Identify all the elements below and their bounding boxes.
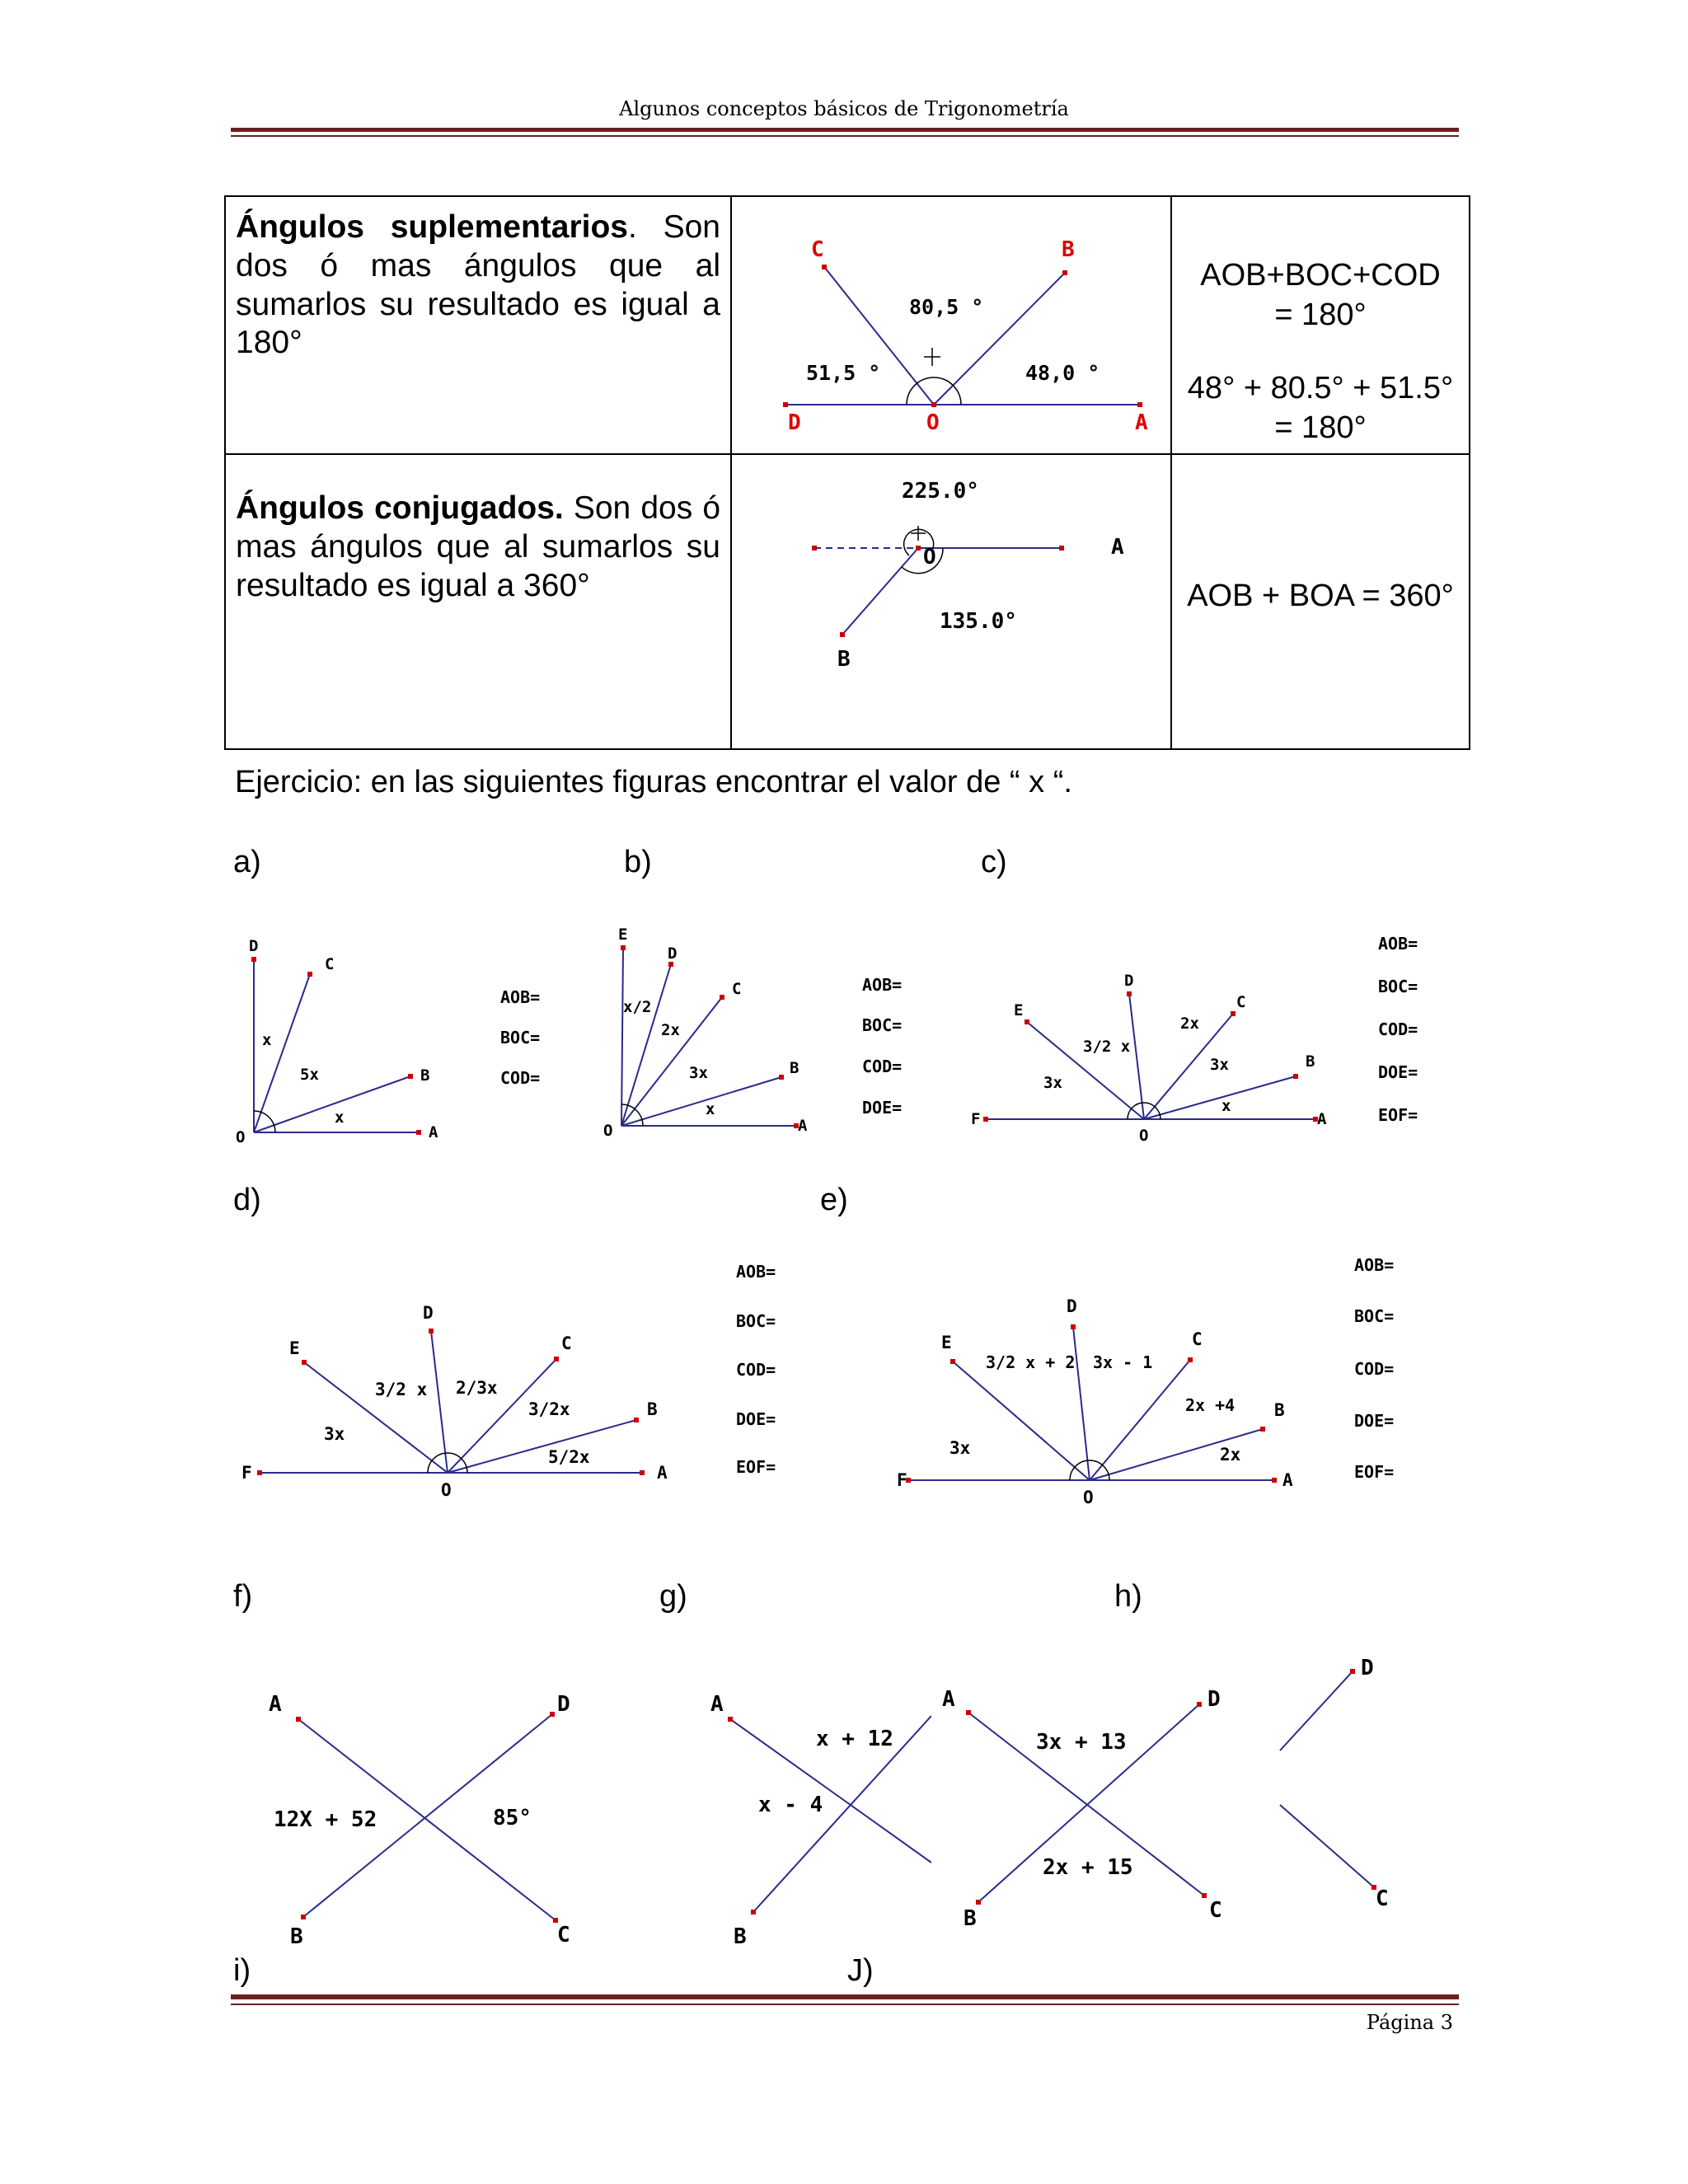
equation-b-1: AOB= <box>862 975 903 995</box>
label-B: B <box>837 647 851 672</box>
label-A: A <box>798 1117 808 1135</box>
label-E: E <box>289 1338 300 1358</box>
angle-label-cod: x <box>262 1031 272 1049</box>
label-O: O <box>926 410 940 435</box>
ray-OB <box>842 548 918 635</box>
label-C: C <box>561 1333 572 1353</box>
label-A: A <box>269 1692 282 1717</box>
ray-OD <box>1073 1327 1090 1480</box>
figure-i <box>1273 1648 1405 1920</box>
equation-c-3: COD= <box>1378 1019 1418 1039</box>
conjugate-result-formula: AOB + BOA = 360° <box>1187 579 1454 613</box>
equation-e-3: COD= <box>1354 1359 1395 1379</box>
angle-label-bottom: 2x + 15 <box>1043 1855 1133 1880</box>
label-E: E <box>941 1333 952 1352</box>
conjugate-result <box>1171 454 1470 749</box>
angle-label-225: 225.0° <box>902 479 979 504</box>
figure-f <box>264 1673 593 1953</box>
footer-rule <box>231 1994 1459 1999</box>
ray-OD <box>621 964 671 1126</box>
angle-label-doe: 3/2 x + 2 <box>986 1352 1076 1372</box>
label-D: D <box>1124 972 1134 990</box>
label-e: e) <box>820 1183 848 1217</box>
equation-d-3: COD= <box>736 1360 776 1380</box>
label-B: B <box>647 1399 658 1419</box>
point-F <box>257 1470 262 1475</box>
ray-OE <box>1027 1022 1144 1119</box>
label-C: C <box>732 980 742 998</box>
label-C: C <box>1192 1329 1203 1349</box>
angle-label-boc: 80,5 ° <box>909 295 984 319</box>
angle-label-135: 135.0° <box>940 609 1017 634</box>
equation-b-2: BOC= <box>862 1015 903 1035</box>
point-A <box>728 1717 733 1722</box>
point-A <box>296 1717 301 1722</box>
label-A: A <box>1317 1110 1327 1128</box>
angle-label-aob: 5/2x <box>548 1447 590 1467</box>
label-B: B <box>1274 1400 1285 1420</box>
label-C: C <box>1209 1898 1222 1923</box>
point-A <box>1059 546 1064 551</box>
equation-e-4: DOE= <box>1354 1411 1395 1431</box>
angle-label-eof: 3x <box>950 1438 971 1458</box>
label-a: a) <box>233 845 261 879</box>
point-D <box>251 957 256 962</box>
conjugate-description <box>225 454 731 749</box>
angle-label-cod: 2x <box>1180 1015 1199 1033</box>
point-C <box>307 972 312 977</box>
label-g: g) <box>659 1579 687 1614</box>
angle-label-aob: x <box>1221 1097 1231 1115</box>
ray-OB <box>621 1077 781 1126</box>
label-O: O <box>923 545 936 569</box>
label-A: A <box>710 1692 724 1717</box>
label-b: b) <box>624 845 652 879</box>
angle-label-cod: 51,5 ° <box>806 361 881 385</box>
ray-OC <box>1090 1360 1190 1480</box>
figure-b <box>598 921 829 1144</box>
label-D: D <box>1067 1296 1077 1316</box>
ray-OB <box>254 1076 410 1132</box>
label-C: C <box>811 237 824 262</box>
figure-e <box>890 1286 1319 1508</box>
conjugate-figure-cell <box>731 454 1171 749</box>
angle-label-aob: 2x <box>1220 1445 1241 1465</box>
equation-a-3: COD= <box>500 1068 541 1088</box>
supplementary-text: . Son dos ó mas ángulos que al sumarlos su resultado es igual a 180° <box>236 209 720 361</box>
label-B: B <box>290 1924 303 1949</box>
label-B: B <box>420 1066 430 1085</box>
point-A <box>1272 1478 1277 1483</box>
figure-c <box>964 956 1343 1146</box>
angle-label-boc: 3x <box>689 1064 708 1082</box>
point-B <box>634 1418 639 1422</box>
point-B <box>976 1900 981 1905</box>
point-O <box>931 402 936 407</box>
label-h: h) <box>1114 1579 1142 1614</box>
point-E <box>950 1359 955 1364</box>
label-f: f) <box>233 1579 253 1614</box>
supplementary-result-values: 48° + 80.5° + 51.5° = 180° <box>1187 371 1454 445</box>
label-B: B <box>790 1059 799 1077</box>
point-B <box>1062 270 1067 275</box>
label-c: c) <box>981 845 1007 879</box>
equation-a-2: BOC= <box>500 1028 541 1047</box>
label-D: D <box>557 1692 570 1717</box>
label-j: J) <box>847 1953 874 1988</box>
concepts-table <box>224 195 1470 750</box>
label-O: O <box>1083 1488 1094 1507</box>
label-B: B <box>734 1924 747 1949</box>
point-D <box>1350 1669 1355 1674</box>
equation-c-1: AOB= <box>1378 934 1418 954</box>
angle-label-doe: 3/2 x <box>1083 1038 1131 1056</box>
label-A: A <box>1135 410 1148 435</box>
equation-c-5: EOF= <box>1378 1105 1418 1125</box>
equation-d-1: AOB= <box>736 1262 776 1282</box>
angle-label-top: x + 12 <box>816 1727 893 1751</box>
point-E <box>1025 1019 1029 1024</box>
point-D <box>1127 991 1132 996</box>
label-F: F <box>971 1110 981 1128</box>
angle-label-boc: 3/2x <box>528 1399 570 1419</box>
label-B: B <box>1062 237 1075 262</box>
angle-label-aob: x <box>335 1108 345 1127</box>
ray-OD <box>431 1331 448 1473</box>
point-O <box>916 546 921 551</box>
label-O: O <box>441 1480 452 1500</box>
label-O: O <box>603 1122 613 1140</box>
supplementary-figure <box>732 197 1170 449</box>
angle-label-boc: 5x <box>300 1066 319 1084</box>
point-E <box>621 945 626 950</box>
label-D: D <box>1361 1656 1374 1680</box>
point-C <box>554 1357 559 1361</box>
label-O: O <box>1139 1127 1149 1145</box>
label-B: B <box>1306 1052 1315 1071</box>
equation-d-5: EOF= <box>736 1457 776 1477</box>
table-row-supplementary <box>225 196 1470 454</box>
equation-d-2: BOC= <box>736 1311 776 1331</box>
point-E <box>302 1360 307 1365</box>
label-C: C <box>557 1923 570 1947</box>
label-d: d) <box>233 1183 261 1217</box>
equation-d-4: DOE= <box>736 1409 776 1429</box>
label-B: B <box>964 1906 977 1931</box>
table-row-conjugate <box>225 454 1470 749</box>
label-D: D <box>788 410 801 435</box>
point-D <box>550 1712 555 1717</box>
angle-label-aob: 48,0 ° <box>1025 361 1100 385</box>
ray-OE <box>621 948 623 1126</box>
label-F: F <box>241 1463 252 1483</box>
angle-label-right: 85° <box>493 1806 532 1830</box>
page-number: Página 3 <box>1366 2011 1453 2034</box>
ray-OE <box>953 1361 1090 1480</box>
label-C: C <box>325 955 335 973</box>
angle-label-eof: 3x <box>324 1424 345 1444</box>
angle-label-boc: 3x <box>1210 1056 1229 1074</box>
point-B <box>779 1075 784 1080</box>
equation-c-4: DOE= <box>1378 1062 1418 1082</box>
label-A: A <box>1282 1470 1293 1490</box>
label-D: D <box>668 944 678 963</box>
point-A <box>1137 402 1142 407</box>
supplementary-result <box>1171 196 1470 454</box>
equation-a-1: AOB= <box>500 987 541 1007</box>
conjugate-text: Son dos ó mas ángulos que al sumarlos su resultado es igual a 360° <box>236 490 721 603</box>
point-C <box>1188 1357 1193 1362</box>
point-F <box>983 1117 988 1122</box>
line-C <box>1280 1805 1374 1887</box>
ray-OC <box>254 974 310 1132</box>
label-D: D <box>423 1303 434 1323</box>
supplementary-title: Ángulos suplementarios <box>236 209 628 245</box>
point-D <box>1197 1702 1202 1707</box>
point-B <box>301 1915 306 1919</box>
label-A: A <box>657 1463 668 1483</box>
point-B <box>751 1910 756 1915</box>
angle-label-cod: 3x - 1 <box>1093 1352 1153 1372</box>
figure-d <box>235 1290 696 1512</box>
point-D <box>1071 1324 1076 1329</box>
point-A <box>416 1130 421 1135</box>
footer-rule-thin <box>231 2004 1459 2005</box>
point-C <box>822 265 827 269</box>
label-A: A <box>1111 535 1124 560</box>
label-D: D <box>1207 1687 1221 1712</box>
label-D: D <box>249 937 259 955</box>
angle-label-doe: 3/2 x <box>375 1380 428 1399</box>
figure-a <box>231 931 462 1146</box>
label-E: E <box>1014 1001 1024 1019</box>
label-E: E <box>618 926 628 944</box>
equation-e-1: AOB= <box>1354 1255 1395 1275</box>
exercise-statement: Ejercicio: en las siguientes figuras encontrar el valor de “ x “. <box>235 765 1072 799</box>
conjugate-title: Ángulos conjugados. <box>236 490 564 526</box>
point-C <box>1231 1011 1236 1016</box>
line-D <box>1280 1671 1353 1750</box>
point-A <box>966 1710 971 1715</box>
equation-b-3: COD= <box>862 1057 903 1076</box>
point-A <box>640 1470 645 1475</box>
label-A: A <box>942 1687 955 1712</box>
equation-b-4: DOE= <box>862 1098 903 1118</box>
point-B <box>1260 1427 1265 1432</box>
supplementary-figure-cell <box>731 196 1171 454</box>
label-C: C <box>1236 993 1246 1011</box>
ray-OB <box>448 1420 636 1473</box>
angle-label-top: 3x + 13 <box>1036 1730 1127 1755</box>
ray-OD <box>1129 994 1144 1119</box>
angle-label-left: 12X + 52 <box>274 1807 377 1832</box>
supplementary-description <box>225 196 731 454</box>
conjugate-figure <box>732 455 1170 730</box>
label-i: i) <box>233 1953 251 1988</box>
label-C: C <box>1376 1886 1389 1911</box>
angle-label-eof: 3x <box>1043 1074 1062 1092</box>
point-D <box>783 402 788 407</box>
point-C <box>720 995 724 1000</box>
equation-e-2: BOC= <box>1354 1306 1395 1326</box>
point-dashed-end <box>812 546 817 551</box>
ray-OB <box>934 273 1065 405</box>
equation-e-5: EOF= <box>1354 1462 1395 1482</box>
supplementary-result-formula: AOB+BOC+COD = 180° <box>1200 258 1441 332</box>
label-F: F <box>897 1470 907 1490</box>
angle-label-cod: 2x <box>661 1021 680 1039</box>
angle-label-boc: 2x +4 <box>1185 1395 1236 1415</box>
point-D <box>429 1329 434 1333</box>
ray-OB <box>1144 1076 1296 1119</box>
angle-label-aob: x <box>706 1100 715 1118</box>
label-A: A <box>429 1123 438 1141</box>
point-B <box>408 1074 413 1079</box>
equation-c-2: BOC= <box>1378 977 1418 996</box>
point-C <box>1202 1893 1207 1898</box>
page-header: Algunos conceptos básicos de Trigonometría <box>619 97 1069 120</box>
header-rule-thin <box>231 135 1459 137</box>
figure-h <box>935 1673 1249 1953</box>
point-B <box>1293 1074 1298 1079</box>
header-rule <box>231 128 1459 132</box>
point-B <box>840 632 845 637</box>
angle-label-doe: x/2 <box>623 998 652 1016</box>
figure-g <box>701 1673 931 1953</box>
angle-label-cod: 2/3x <box>456 1378 498 1398</box>
label-O: O <box>236 1128 246 1146</box>
angle-label-left: x - 4 <box>758 1793 823 1817</box>
